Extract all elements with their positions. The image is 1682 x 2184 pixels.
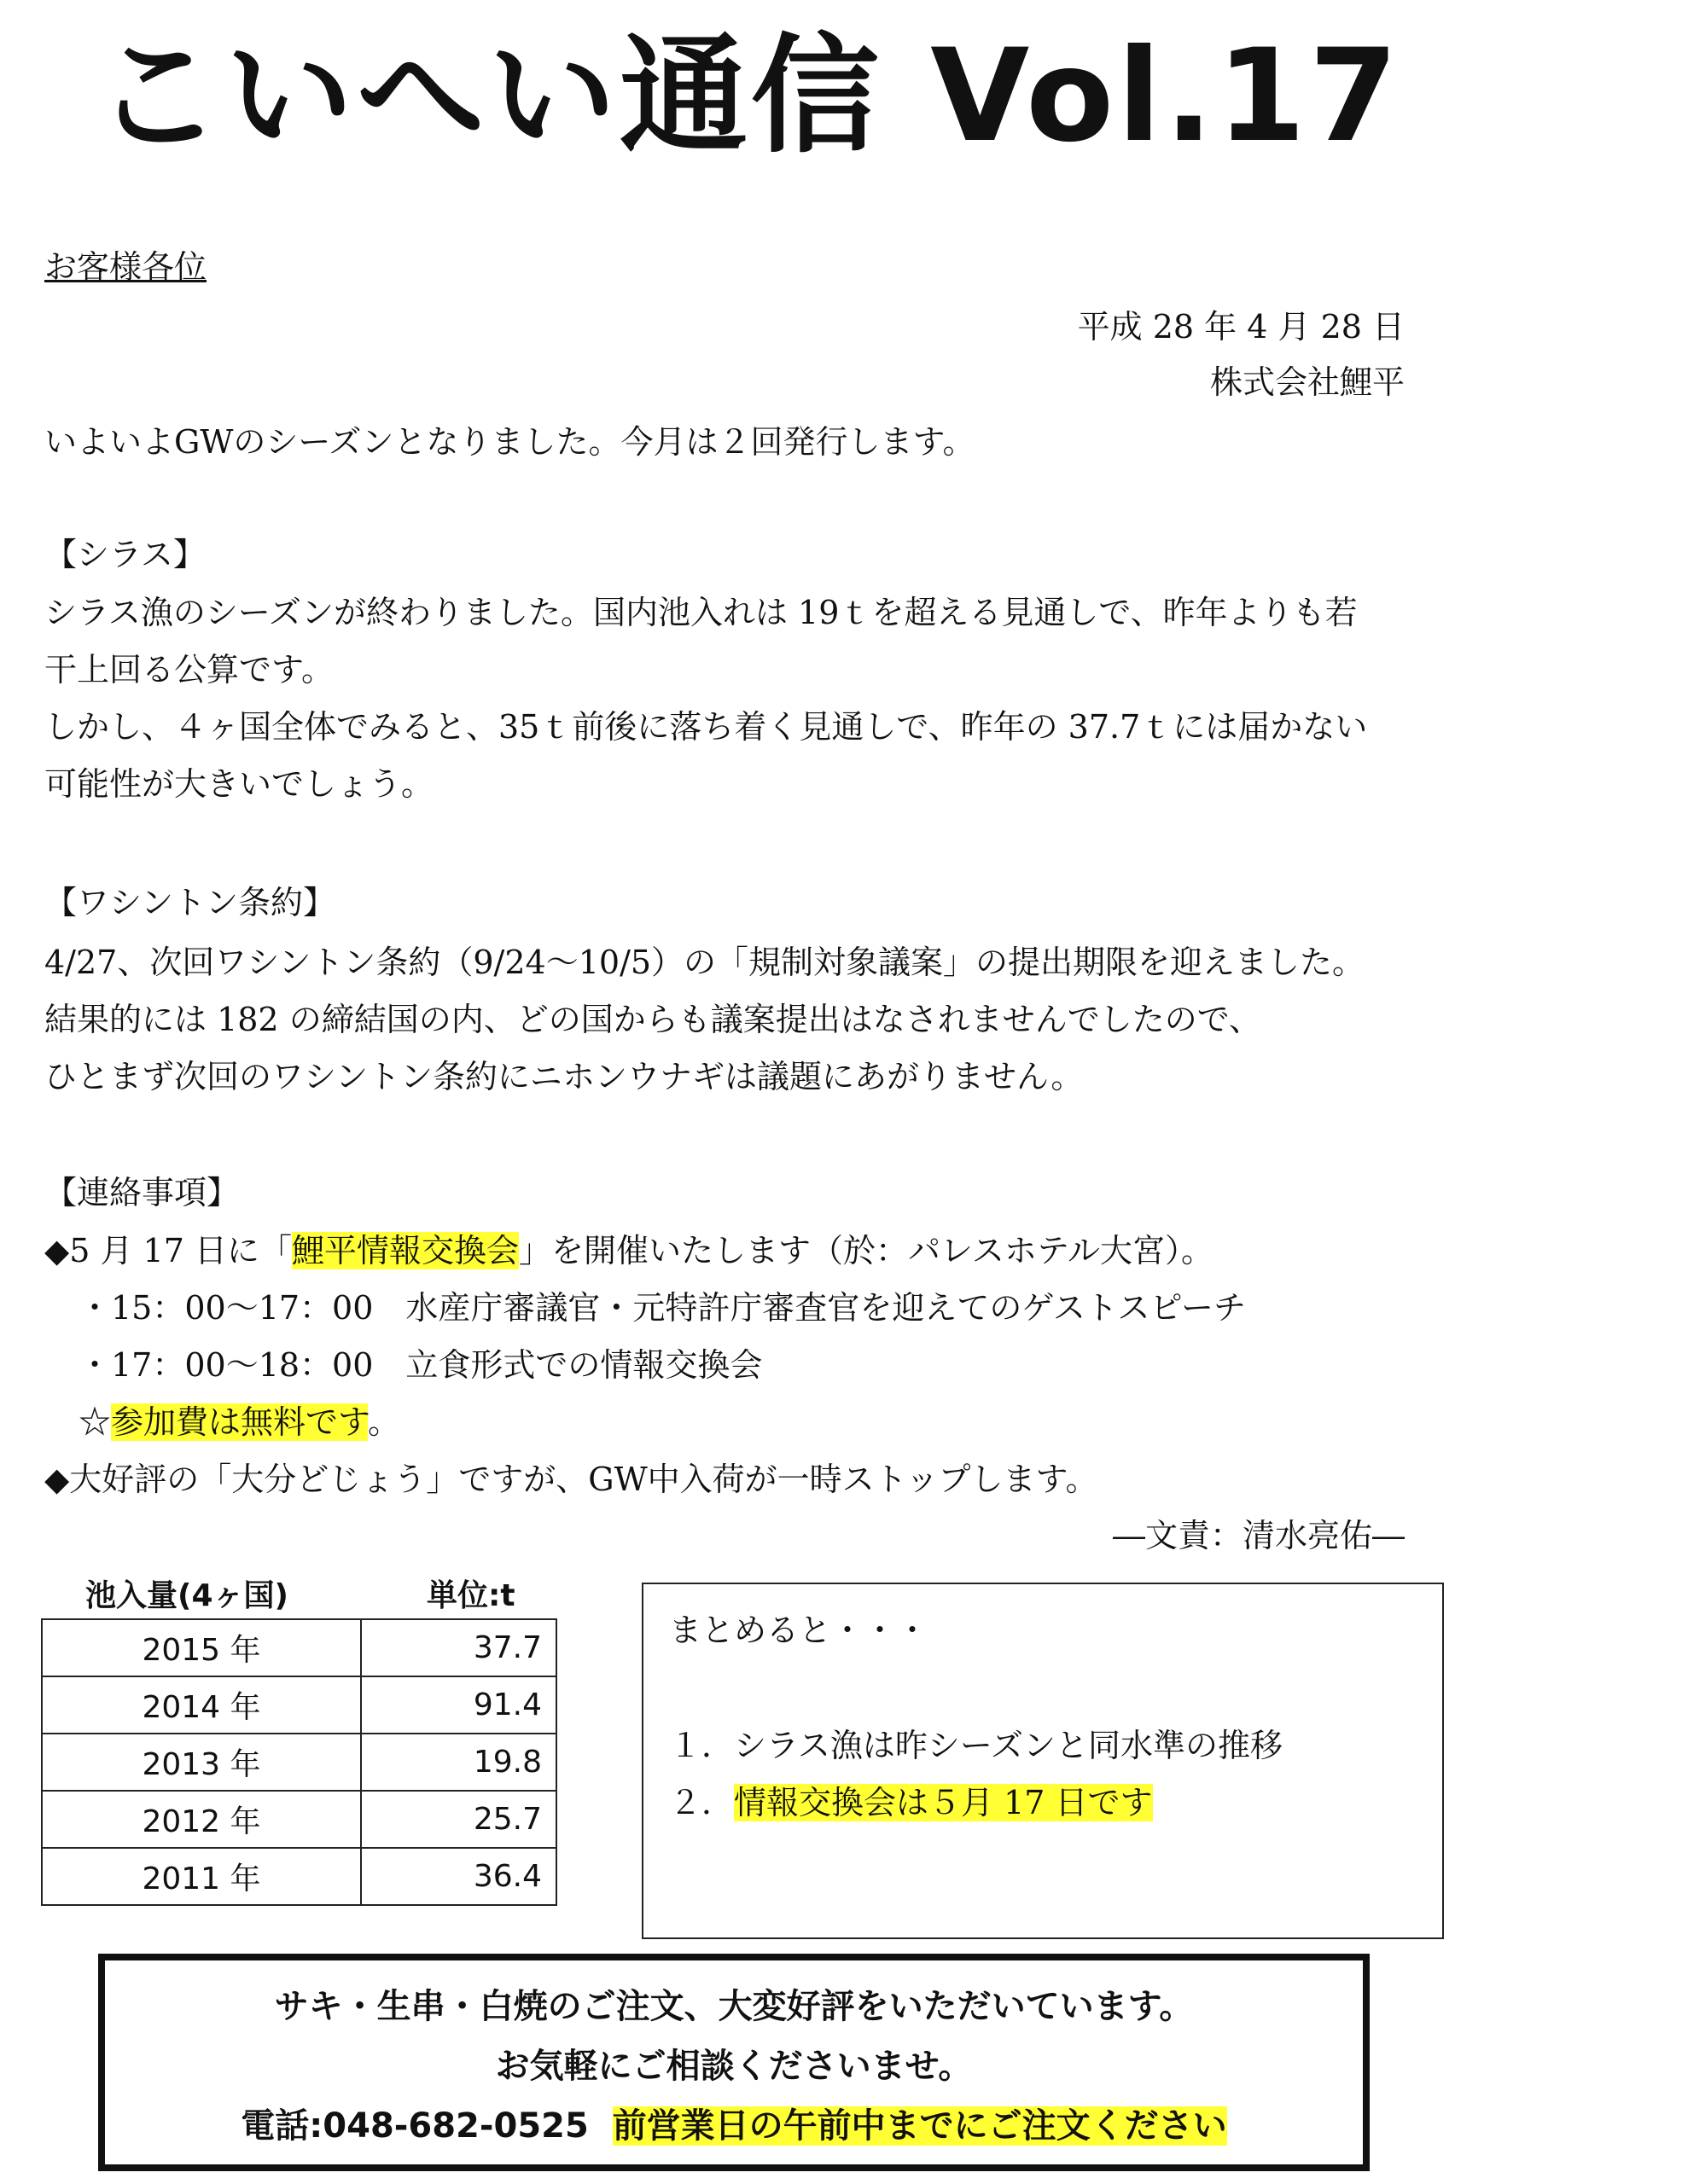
fee-note — [79, 1398, 400, 1446]
event-announcement — [44, 1227, 1213, 1275]
summary-item-number: ２． — [669, 1784, 735, 1821]
washington-line: 4/27、次回ワシントン条約（9/24〜10/5）の「規制対象議案」の提出期限を迎えました。 — [44, 944, 1365, 981]
shirasu-line: 可能性が大きいでしょう。 — [44, 765, 434, 803]
shirasu-line: 干上回る公算です。 — [44, 651, 334, 688]
summary-item-highlight: 情報交換会は５月 17 日です — [734, 1784, 1153, 1821]
order-line: お気軽にご相談くださいませ。 — [495, 2047, 973, 2086]
washington-line: ひとまず次回のワシントン条約にニホンウナギは議題にあがりません。 — [44, 1058, 1084, 1095]
oita-notice: ◆大好評の「大分どじょう」ですが、GW中入荷が一時ストップします。 — [44, 1461, 1098, 1498]
table-row — [42, 1619, 556, 1676]
summary-item: １．シラス漁は昨シーズンと同水準の推移 — [669, 1727, 1283, 1764]
addressee: お客様各位 — [44, 248, 207, 286]
newsletter-title: こいへい通信 Vol.17 — [94, 22, 1402, 171]
star-icon: ☆ — [79, 1403, 112, 1441]
year-cell: 2013 年 — [42, 1734, 361, 1791]
fee-highlight: 参加費は無料です — [111, 1403, 368, 1441]
year-cell: 2011 年 — [42, 1848, 361, 1905]
washington-line: 結果的には 182 の締結国の内、どの国からも議案提出はなされませんでしたので、 — [44, 1001, 1261, 1038]
table-header-unit: 単位:t — [427, 1578, 515, 1613]
event-post: 」を開催いたします（於：パレスホテル大宮）。 — [519, 1232, 1213, 1269]
issue-date: 平成 28 年 4 月 28 日 — [1077, 308, 1405, 346]
year-cell: 2012 年 — [42, 1791, 361, 1848]
section-heading-washington: 【ワシントン条約】 — [44, 884, 336, 921]
order-line: サキ・生串・白焼のご注文、大変好評をいただいています。 — [274, 1987, 1194, 2026]
year-cell: 2014 年 — [42, 1676, 361, 1734]
order-info-box — [98, 1954, 1370, 2171]
table-row — [42, 1734, 556, 1791]
schedule-item: ・17：00〜18：00 立食形式での情報交換会 — [79, 1346, 763, 1384]
order-deadline-highlight: 前営業日の午前中までにご注文ください — [612, 2106, 1227, 2146]
value-cell: 91.4 — [361, 1676, 556, 1734]
event-name-highlight: 鯉平情報交換会 — [292, 1232, 520, 1269]
phone-number: 電話:048-682-0525 — [241, 2106, 589, 2146]
value-cell: 25.7 — [361, 1791, 556, 1848]
value-cell: 19.8 — [361, 1734, 556, 1791]
table-row — [42, 1676, 556, 1734]
value-cell: 36.4 — [361, 1848, 556, 1905]
author-credit: ―文責：清水亮佑― — [1112, 1517, 1405, 1554]
shirasu-line: しかし、４ヶ国全体でみると、35ｔ前後に落ち着く見通しで、昨年の 37.7ｔには届かない — [44, 708, 1368, 746]
summary-box — [642, 1583, 1444, 1939]
table-row — [42, 1791, 556, 1848]
section-heading-notice: 【連絡事項】 — [44, 1174, 240, 1211]
event-pre: ◆5 月 17 日に「 — [44, 1232, 292, 1269]
table-row — [42, 1848, 556, 1905]
table-header-label: 池入量(4ヶ国) — [85, 1578, 288, 1613]
year-cell: 2015 年 — [42, 1619, 361, 1676]
intro-text: いよいよGWのシーズンとなりました。今月は２回発行します。 — [44, 423, 975, 461]
summary-item — [669, 1774, 1153, 1832]
company-name: 株式会社鯉平 — [1209, 363, 1405, 401]
section-heading-shirasu: 【シラス】 — [44, 536, 206, 573]
summary-title: まとめると・・・ — [669, 1612, 929, 1649]
fee-end: 。 — [367, 1403, 400, 1441]
pond-input-table — [41, 1618, 557, 1906]
order-contact — [105, 2099, 1363, 2147]
value-cell: 37.7 — [361, 1619, 556, 1676]
shirasu-line: シラス漁のシーズンが終わりました。国内池入れは 19ｔを超える見通しで、昨年よりも若 — [44, 594, 1358, 631]
schedule-item: ・15：00〜17：00 水産庁審議官・元特許庁審査官を迎えてのゲストスピーチ — [79, 1289, 1246, 1327]
